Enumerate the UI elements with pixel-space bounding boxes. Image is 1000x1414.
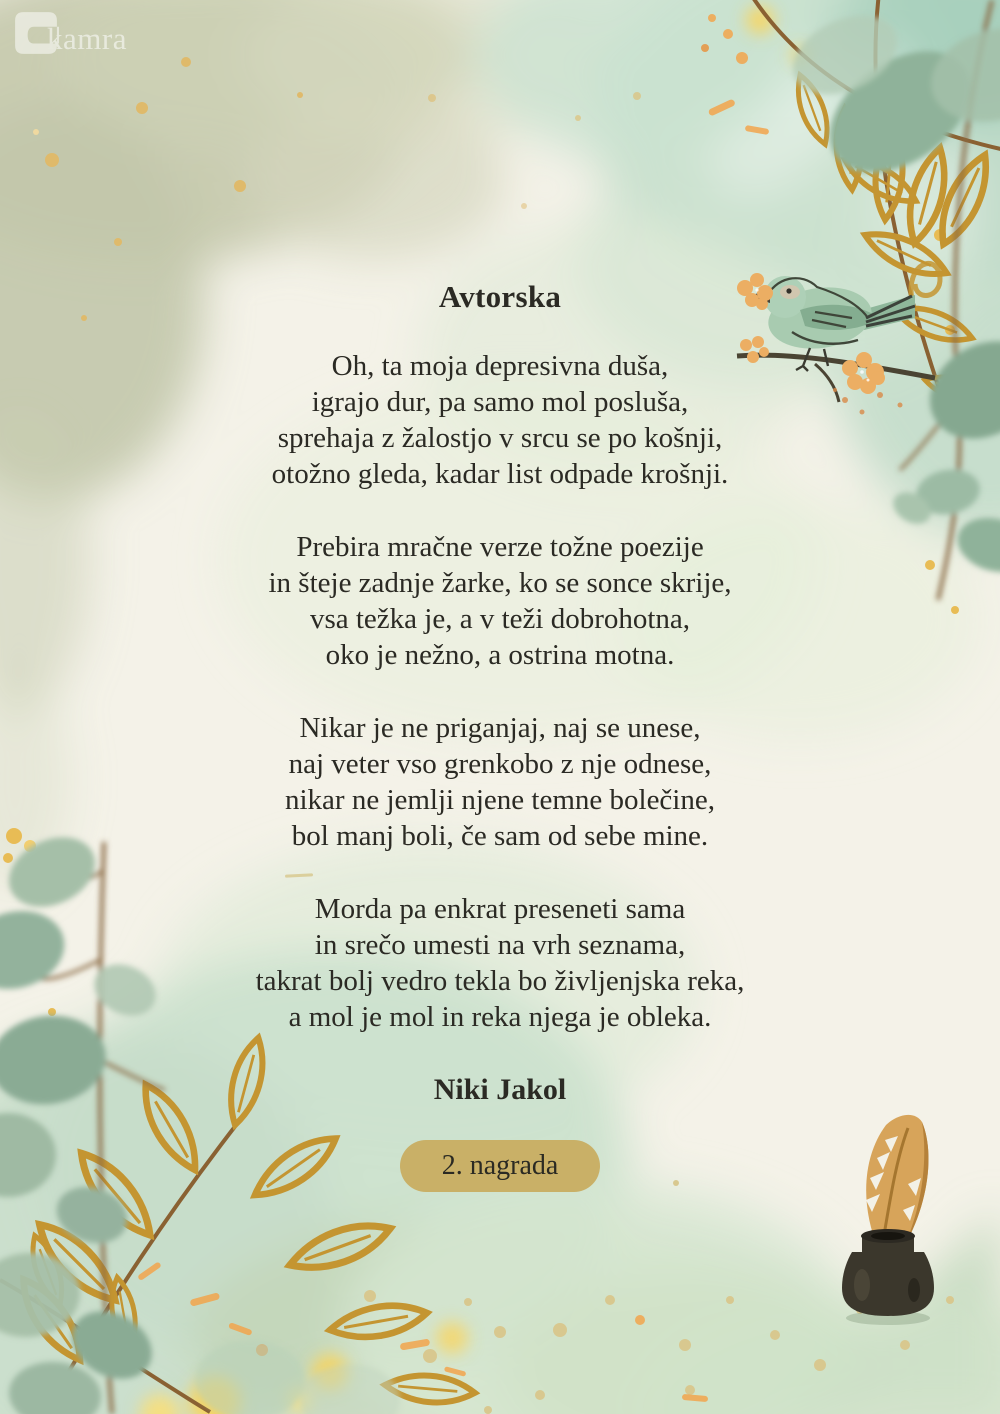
- poem-content: [0, 279, 1000, 1192]
- poem-title: Avtorska: [438, 279, 562, 314]
- poem-stanza-2: [0, 529, 1000, 673]
- poem-line: sprehaja z žalostjo v srcu se po košnji,: [277, 422, 723, 454]
- poem-line: vsa težka je, a v teži dobrohotna,: [309, 603, 691, 635]
- kamra-watermark: [13, 11, 127, 55]
- award-badge: 2. nagrada: [400, 1140, 601, 1192]
- poem-line: naj veter vso grenkobo z nje odnese,: [288, 748, 712, 780]
- poem-line: nikar ne jemlji njene temne bolečine,: [284, 784, 715, 816]
- poem-line: bol manj boli, če sam od sebe mine.: [291, 820, 709, 852]
- poem-line: Morda pa enkrat preseneti sama: [314, 893, 686, 925]
- poem-line: Nikar je ne priganjaj, naj se unese,: [299, 712, 701, 744]
- poem-line: takrat bolj vedro tekla bo življenjska reka,: [255, 965, 745, 997]
- poem-line: Prebira mračne verze tožne poezije: [296, 531, 704, 563]
- poem-line: otožno gleda, kadar list odpade krošnji.: [271, 458, 729, 490]
- poem-line: a mol je mol in reka njega je obleka.: [288, 1001, 712, 1033]
- poem-line: oko je nežno, a ostrina motna.: [325, 639, 675, 671]
- poem-stanza-4: [0, 891, 1000, 1035]
- poem-author: Niki Jakol: [433, 1073, 567, 1106]
- poem-line: in srečo umesti na vrh seznama,: [314, 929, 686, 961]
- poem-line: Oh, ta moja depresivna duša,: [331, 350, 669, 382]
- poem-stanza-3: [0, 710, 1000, 854]
- poem-line: igrajo dur, pa samo mol posluša,: [311, 386, 689, 418]
- poem-line: in šteje zadnje žarke, ko se sonce skrije,: [268, 567, 732, 599]
- kamra-watermark-text: kamra: [47, 21, 127, 56]
- poem-stanza-1: [0, 348, 1000, 492]
